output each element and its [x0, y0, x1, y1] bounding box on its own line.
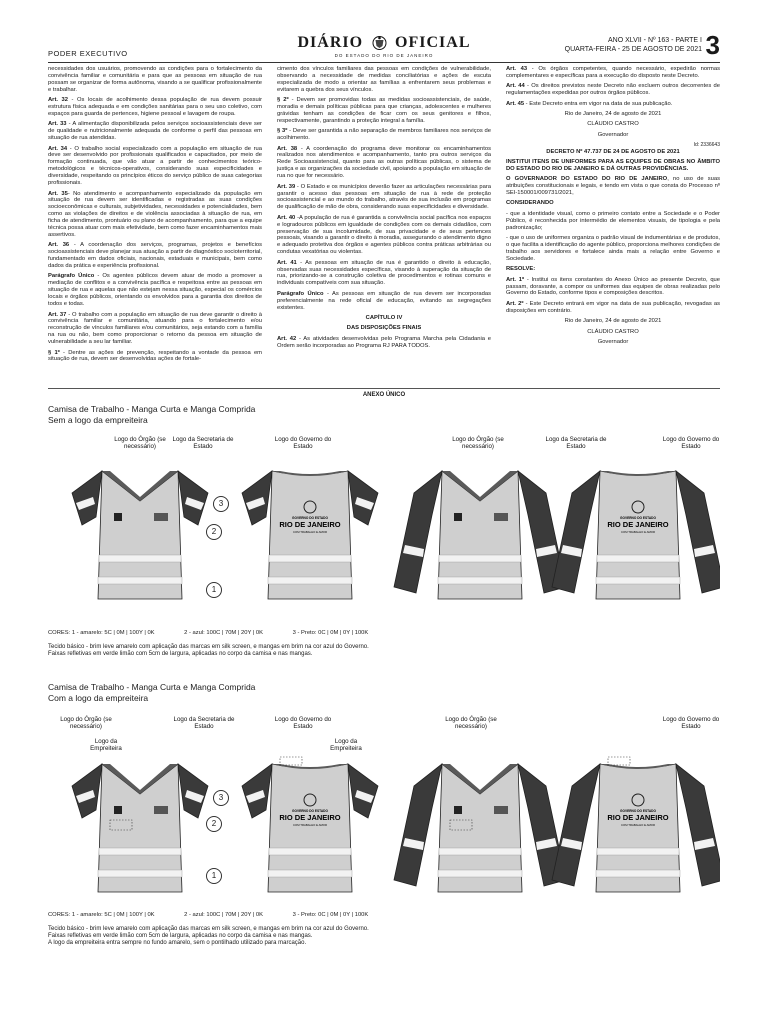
art-text: - Este Decreto entrará em vigor na data de sua publicação, revogadas as disposições em contrário. — [506, 300, 720, 314]
secretaria-logo-mark — [154, 806, 168, 814]
article-number: Art. 34 — [48, 145, 68, 152]
empreiteira-logo-area — [280, 757, 302, 765]
decree-art-1 — [506, 277, 720, 298]
shirt-illustrations-1 — [48, 459, 720, 609]
callout-2: 2 — [206, 816, 222, 832]
article-number: Parágrafo Único — [277, 290, 324, 297]
article-text: - Deve ser garantida a não separação de membros familiares nos serviços de acolhimento. — [277, 128, 491, 142]
label-secretaria-logo: Logo da Secretaria de Estado — [173, 716, 235, 730]
empreiteira-logo-area — [608, 757, 630, 765]
article-paragraph — [277, 336, 491, 350]
anexo-rule — [48, 388, 720, 389]
article-text: - O trabalho social especializado com a população em situação de rua deve ser desenvolvido por profissionais qualificados e capacitados, por meio de formação continuada, que vão atuar a partir de conhecimentos teórico-metodológicos e técnicos-operativos, considerando suas especificidades e diversidade, respeitando os princípios éticos do serviço público de suas categorias profissionais. — [48, 145, 262, 187]
signer-role-2: Governador — [597, 338, 629, 345]
body-band — [439, 848, 521, 855]
masthead-left: DIÁRIO — [297, 34, 364, 51]
masthead — [297, 34, 470, 58]
article-text: - As pessoas em situação de rua devem ser incorporadas preferencialmente na rede oficial de educação, evitando as segregações existentes. — [277, 290, 491, 311]
orgao-logo-mark — [114, 806, 122, 814]
art-number: Art. 1º — [506, 276, 525, 283]
article-paragraph — [48, 121, 262, 142]
label-secretaria-logo: Logo da Secretaria de Estado — [545, 436, 607, 450]
label-secretaria-logo: Logo da Secretaria de Estado — [172, 436, 234, 450]
right-sleeve — [348, 764, 378, 818]
edition-date: QUARTA-FEIRA - 25 DE AGOSTO DE 2021 — [564, 46, 702, 53]
article-paragraph — [48, 312, 262, 347]
gov-small-text: GOVERNO DO ESTADO — [620, 809, 656, 813]
color-black: 3 - Preto: 0C | 0M | 0Y | 100K — [292, 912, 369, 918]
article-text: - O trabalho com a população em situação de rua deve garantir o direito à convivência familiar e comunitária, atuando para o fortalecimento e/ou reconstrução de vínculos familiares e/ou comunitários, seja estando com a família na rua ou não, bem como proporcionar o retorno da pessoa em situação de vulnerabilidade a seu lar familiar. — [48, 311, 262, 346]
article-paragraph — [277, 128, 491, 142]
article-number: Art. 45 — [506, 100, 525, 107]
article-text: - As atividades desenvolvidas pelo Programa Marcha pela Cidadania e Ordem serão incorporadas ao Programa RJ PARA TODOS. — [277, 335, 491, 349]
left-sleeve — [394, 764, 442, 886]
body-band — [596, 577, 680, 584]
color-spec-1 — [48, 630, 396, 636]
article-paragraph — [48, 191, 262, 239]
label-governo-logo: Logo do Governo do Estado — [662, 716, 720, 730]
short-sleeve-back — [242, 471, 378, 599]
text-columns — [48, 66, 720, 386]
article-number: § 1º — [48, 349, 60, 356]
gov-tag-text: COM TRABALHO E AMOR — [621, 530, 655, 534]
column-2 — [277, 66, 491, 386]
short-sleeve-front — [72, 471, 208, 599]
article-paragraph — [48, 350, 262, 364]
decree-ementa: INSTITUI ITENS DE UNIFORMES PARA AS EQUIPES DE OBRAS NO ÂMBITO DO ESTADO DO RIO DE JANEIRO E DÁ OUTRAS PROVIDÊNCIAS. — [506, 158, 720, 172]
label-governo-logo: Logo do Governo do Estado — [274, 436, 332, 450]
callout-2: 2 — [206, 524, 222, 540]
right-sleeve — [676, 471, 720, 593]
article-number: Art. 41 — [277, 259, 297, 266]
preamble-bold: O GOVERNADOR DO ESTADO DO RIO DE JANEIRO — [506, 176, 668, 183]
considerando-1: - que a identidade visual, como o primeiro contato entre a Sociedade e o Poder Público, é reconhecida por intermédio de elementos visuais, de tipologia e pela padronização; — [506, 210, 720, 231]
section-2-subtitle: Com a logo da empreiteira — [48, 693, 149, 703]
article-number: Art. 32 — [48, 97, 68, 104]
article-text: -A população de rua é garantida a convivência social pacífica nos espaços e logradouros públicos em igualdade de condições com os demais cidadãos, com preservação de sua incolumidade, de sua privacidade e de seus pertences pessoais, visando a garantir o direito à moradia, assegurando o atendimento digno e adequado protetiva dos órgãos e agentes públicos contra práticas arbitrárias ou condutas vexatórias ou violentas. — [277, 214, 491, 256]
right-sleeve — [348, 471, 378, 525]
callout-3: 3 — [213, 496, 229, 512]
article-paragraph — [48, 146, 262, 187]
color-spec-2 — [48, 912, 396, 918]
article-paragraph — [277, 260, 491, 288]
preamble-text: , no uso de suas atribuições constitucionais e legais, e tendo em vista o que consta do Processo nº SEI-150001/009731/2021, — [506, 176, 720, 197]
article-text: - Os locais de acolhimento dessa população de rua devem possuir estrutura física adequada e em condições sanitárias para o seu uso coletivo, com espaços para guarda de pertences, higiene pessoal e lavagem de roupa. — [48, 97, 262, 117]
signer-role: Governador — [597, 131, 629, 138]
label-orgao-logo: Logo do Órgão (se necessário) — [445, 716, 497, 730]
article-paragraph — [277, 66, 491, 94]
section-label: PODER EXECUTIVO — [48, 49, 128, 58]
color-black: 3 - Preto: 0C | 0M | 0Y | 100K — [292, 630, 369, 636]
article-number: Parágrafo Único — [48, 273, 95, 280]
anexo-title: ANEXO ÚNICO — [362, 392, 406, 398]
long-sleeve-back — [552, 757, 720, 892]
article-text: - Este Decreto entra em vigor na data de sua publicação. — [524, 100, 673, 107]
article-paragraph — [48, 242, 262, 270]
body-band — [438, 870, 522, 877]
body-band — [99, 555, 181, 562]
considerando-2: - que o uso de uniformes organiza o padrão visual de indumentárias e de produtos, o que facilita a identificação do agente público, proporciona melhores condições de trabalho aos servidores e fortalece ainda mais a relação entre Governo e Sociedade. — [506, 235, 720, 262]
art-number: Art. 2º — [506, 300, 524, 307]
color-blue: 2 - azul: 100C | 70M | 20Y | 0K — [184, 630, 264, 636]
section-2-title: Camisa de Trabalho - Manga Curta e Manga Comprida — [48, 682, 256, 692]
callout-1: 1 — [206, 582, 222, 598]
gov-tag-text: COM TRABALHO E AMOR — [293, 823, 327, 827]
body-band — [438, 577, 522, 584]
article-text: - Os direitos previstos neste Decreto não excluem outros decorrentes de regulamentações expedidas por outros órgãos públicos. — [506, 83, 720, 97]
article-number: Art. 35 — [48, 190, 68, 197]
fabric-note: Tecido básico - brim leve amarelo com aplicação das marcas em silk screen, e mangas em brim na cor azul do Governo. — [48, 926, 369, 932]
body-band — [99, 848, 181, 855]
article-number: Art. 44 — [506, 83, 525, 90]
article-number: Art. 39 — [277, 183, 296, 190]
header-rule — [48, 62, 720, 63]
article-number: Art. 36 — [48, 242, 70, 249]
callout-1: 1 — [206, 868, 222, 884]
article-number: Art. 40 — [277, 214, 296, 221]
section-1-subtitle: Sem a logo da empreiteira — [48, 415, 148, 425]
shirts-svg — [48, 752, 720, 902]
article-paragraph — [48, 97, 262, 118]
article-paragraph — [506, 101, 720, 108]
signer-name-2: CLÁUDIO CASTRO — [587, 328, 639, 335]
gov-big-text: RIO DE JANEIRO — [607, 520, 669, 529]
chapter-heading: DAS DISPOSIÇÕES FINAIS — [346, 325, 422, 332]
long-sleeve-front — [394, 471, 566, 599]
gov-small-text: GOVERNO DO ESTADO — [292, 809, 328, 813]
callout-3: 3 — [213, 790, 229, 806]
left-sleeve — [552, 764, 600, 886]
considerando-heading: CONSIDERANDO — [506, 200, 554, 207]
long-sleeve-back — [552, 471, 720, 599]
edition-info — [565, 36, 702, 54]
body-band — [268, 577, 352, 584]
orgao-logo-mark — [454, 513, 462, 521]
decree-art-2 — [506, 301, 720, 315]
label-empreiteira-logo: Logo da Empreiteira — [330, 738, 362, 752]
gov-tag-text: COM TRABALHO E AMOR — [293, 530, 327, 534]
label-empreiteira-logo: Logo da Empreiteira — [90, 738, 122, 752]
article-text: cimento dos vínculos familiares das pessoas em condições de vulnerabilidade, observando a necessidade de medidas conciliatórias e ações de escuta especializada de modo a orientar as famílias a enfrentarem seus problemas e evitarem a quebra dos seus vínculos. — [277, 66, 491, 93]
article-number: Art. 42 — [277, 335, 297, 342]
article-number: Art. 33 — [48, 121, 67, 128]
body-band — [439, 555, 521, 562]
article-text: - A alimentação disponibilizada pelos serviços socioassistenciais deve ser de qualidade e nutricionalmente adequada de conforme o perfil das pessoas em situação de rua atendidas. — [48, 121, 262, 142]
color-blue: 2 - azul: 100C | 70M | 20Y | 0K — [184, 912, 264, 918]
short-sleeve-back — [242, 757, 378, 892]
body-band — [269, 848, 351, 855]
article-text: - As pessoas em situação de rua é garantido o direito à educação, observadas suas necessidades específicas, visando à superação da situação de rua, priorizando-se a construção coletiva de procedimentos e rotinas comuns e individuais compatíveis com sua situação. — [277, 259, 491, 287]
page-header — [48, 30, 720, 60]
short-sleeve-front — [72, 764, 208, 892]
article-paragraph — [277, 291, 491, 312]
signer-name: CLÁUDIO CASTRO — [587, 121, 639, 128]
chapter-heading: CAPÍTULO IV — [365, 315, 403, 321]
decree-title: DECRETO Nº 47.737 DE 24 DE AGOSTO DE 2021 — [546, 148, 680, 155]
article-text: - Devem ser promovidas todas as medidas socioassistenciais, de saúde, moradia e demais políticas públicas para que crianças, adolescentes e mulheres grávidas tenham as condições de ficar com os seus genitores e filhos, respectivamente, garantindo a proteção integral a família. — [277, 97, 491, 124]
reflective-note: Faixas refletivas em verde limão com 5cm de largura, aplicadas no corpo da camisa e nas mangas. — [48, 651, 313, 657]
long-sleeve-front — [394, 764, 566, 892]
article-text: - A coordenação do programa deve monitorar os encaminhamentos realizados nos atendimentos e acompanhamento, tanto pra outros serviços da Rede Socioassistencial, quanto para as outras políticas públicas, o sistema de justiça e as organizações da sociedade civil, apoiando a população em situação de rua no que for necessário. — [277, 145, 491, 180]
gov-small-text: GOVERNO DO ESTADO — [292, 516, 328, 520]
body-band — [269, 555, 351, 562]
article-number: Art. 37 — [48, 311, 67, 318]
secretaria-logo-mark — [494, 806, 508, 814]
fabric-note: Tecido básico - brim leve amarelo com aplicação das marcas em silk screen, e mangas em brim na cor azul do Governo. — [48, 644, 369, 650]
color-yellow: CORES: 1 - amarelo: 5C | 0M | 100Y | 0K — [48, 912, 155, 918]
left-sleeve — [394, 471, 442, 593]
column-1 — [48, 66, 262, 386]
orgao-logo-mark — [114, 513, 122, 521]
orgao-logo-mark — [454, 806, 462, 814]
place-date-2: Rio de Janeiro, 24 de agosto de 2021 — [564, 318, 662, 325]
masthead-right: OFICIAL — [395, 34, 471, 51]
page-number: 3 — [705, 30, 720, 60]
article-text: - A coordenação dos serviços, programas, projetos e benefícios socioassistenciais deve planejar sua atuação a partir de diagnóstico socioterritorial, fundamentado em dados oficiais, nacionais, estaduais e municipais, bem como dados da prática e experiência profissional. — [48, 242, 262, 270]
body-band — [597, 848, 679, 855]
color-yellow: CORES: 1 - amarelo: 5C | 0M | 100Y | 0K — [48, 630, 155, 636]
shirts-svg — [48, 459, 720, 609]
place-date: Rio de Janeiro, 24 de agosto de 2021 — [564, 111, 662, 118]
article-paragraph — [506, 66, 720, 80]
article-text: - Os agentes públicos devem atuar de modo a promover a mediação de conflitos e a convivência pacífica e respeitosa entre as pessoas em situação de rua e aquelas que não estejam nessa situação, especial os comércios locais e órgãos públicos, orientando os envolvidos para a garantia dos direitos de todos e todas. — [48, 273, 262, 308]
article-paragraph — [48, 273, 262, 308]
label-orgao-logo: Logo do Órgão (se necessário) — [114, 436, 166, 450]
article-paragraph — [277, 146, 491, 181]
section-1-title: Camisa de Trabalho - Manga Curta e Manga Comprida — [48, 404, 256, 414]
article-number: § 3º — [277, 128, 288, 135]
coat-of-arms-icon — [371, 35, 387, 51]
label-orgao-logo: Logo do Órgão (se necessário) — [60, 716, 112, 730]
article-text: - Dentre as ações de prevenção, respeitando a vontade da pessoa em situação de rua, devem ser desenvolvidas ações de fortale- — [48, 349, 262, 363]
column-3 — [506, 66, 720, 386]
empreiteira-note: A logo da empreiteira entra sempre no fundo amarelo, sem o pontilhado utilizado para marcação. — [48, 940, 307, 946]
masthead-subtitle: DO ESTADO DO RIO DE JANEIRO — [334, 53, 434, 58]
article-paragraph — [277, 215, 491, 256]
label-governo-logo: Logo do Governo do Estado — [662, 436, 720, 450]
article-paragraph — [506, 83, 720, 97]
reflective-note: Faixas refletivas em verde limão com 5cm de largura, aplicadas no corpo da camisa e nas mangas. — [48, 933, 313, 939]
article-text: - No atendimento e acompanhamento especializado da população em situação de rua devem ser identificadas e registradas as suas condições socioeconômicas e culturais, subjetividades, necessidades e potencialidades, bem como as violações de direitos e de violência associadas à situação de rua, em ficha de atendimento, prontuário ou plano de acompanhamento, para que a equipe técnica possa atuar com mais efetividade, bem como fazer encaminhamentos mais assertivos. — [48, 190, 262, 238]
shirt-illustrations-2 — [48, 752, 720, 902]
label-orgao-logo: Logo do Órgão (se necessário) — [452, 436, 504, 450]
edition-number: ANO XLVII - Nº 163 - PARTE I — [608, 37, 702, 44]
body-band — [596, 870, 680, 877]
left-sleeve — [552, 471, 600, 593]
article-text: - O Estado e os municípios deverão fazer as articulações necessárias para garantir o acesso das pessoas em situação de rua à rede de proteção socioassistencial e ao mundo do trabalho, através de sua inclusão em programas de qualificação de mão de obra, considerando suas especificidades e diversidade. — [277, 183, 491, 211]
label-governo-logo: Logo do Governo do Estado — [274, 716, 332, 730]
body-band — [98, 577, 182, 584]
col3-articles — [506, 66, 720, 108]
left-sleeve — [72, 471, 102, 525]
article-number: Art. 43 — [506, 66, 528, 72]
annex-section-2 — [48, 682, 720, 982]
right-sleeve — [178, 764, 208, 818]
gov-tag-text: COM TRABALHO E AMOR — [621, 823, 655, 827]
gov-big-text: RIO DE JANEIRO — [607, 813, 669, 822]
article-paragraph — [277, 97, 491, 125]
article-paragraph — [48, 66, 262, 94]
art-text: - Institui os itens constantes do Anexo Único ao presente Decreto, que passam, doravante, a compor os uniformes das equipes de obras realizadas pelo Governo do Estado, conforme tipos e composições descritos. — [506, 276, 720, 297]
article-number: § 2º — [277, 97, 289, 104]
secretaria-logo-mark — [154, 513, 168, 521]
secretaria-logo-mark — [494, 513, 508, 521]
preamble — [506, 176, 720, 197]
left-sleeve — [242, 764, 272, 818]
gov-big-text: RIO DE JANEIRO — [279, 520, 341, 529]
left-sleeve — [242, 471, 272, 525]
article-text: necessidades dos usuários, promovendo as condições para o fortalecimento da convivência familiar e comunitária e para que as pessoas em situação de rua possam se organizar de forma autônoma, visando a se qualificar profissionalmente e trabalhar. — [48, 66, 262, 93]
right-sleeve — [676, 764, 720, 886]
annex-section-1 — [48, 404, 720, 670]
article-paragraph — [277, 184, 491, 212]
gov-big-text: RIO DE JANEIRO — [279, 813, 341, 822]
left-sleeve — [72, 764, 102, 818]
article-number: Art. 38 — [277, 145, 298, 152]
body-band — [597, 555, 679, 562]
document-id: Id: 2336643 — [693, 141, 720, 148]
body-band — [98, 870, 182, 877]
article-text: - Os órgãos competentes, quando necessário, expedirão normas complementares e específicas para a execução do disposto neste Decreto. — [506, 66, 720, 79]
resolve-heading: RESOLVE: — [506, 266, 536, 273]
gov-small-text: GOVERNO DO ESTADO — [620, 516, 656, 520]
body-band — [268, 870, 352, 877]
right-sleeve — [178, 471, 208, 525]
